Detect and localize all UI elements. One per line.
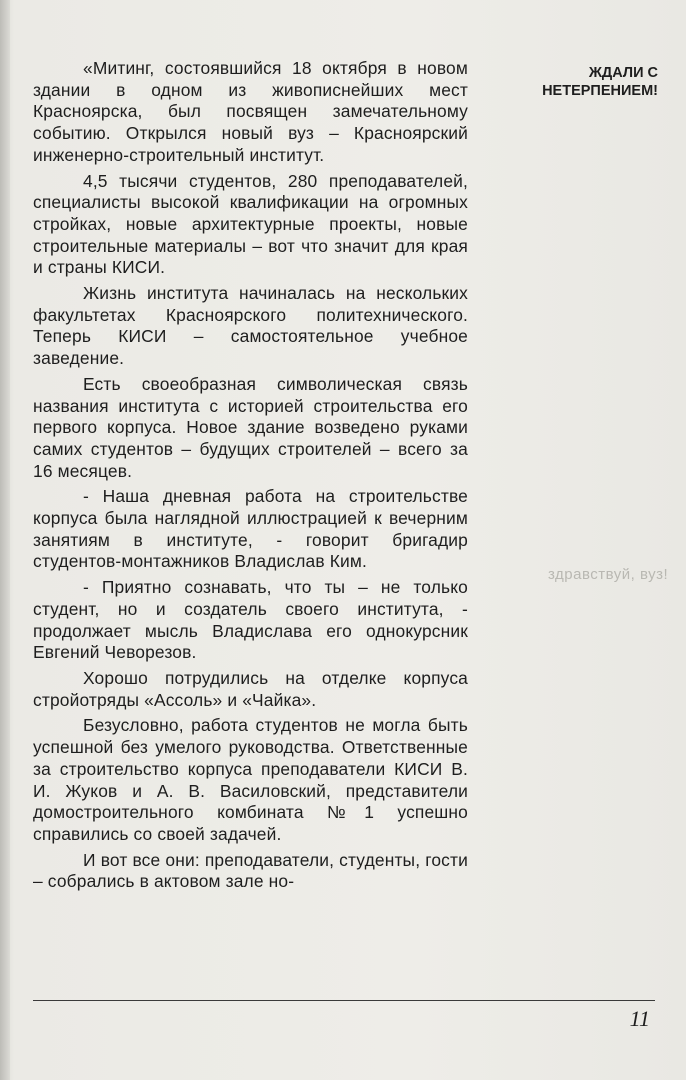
bleed-through-text: здравствуй, вуз! (548, 566, 669, 583)
paragraph: Жизнь института начиналась на нескольких факультетах Красноярского политехнического. Теперь КИСИ – самостоятельное учебное заведение. (33, 283, 468, 369)
paragraph: 4,5 тысячи студентов, 280 преподавателей, специалисты высокой квалификации на огромных стройках, новые архитектурные проекты, новые строительные материалы – вот что значит для края и страны КИСИ. (33, 170, 468, 278)
paragraph: - Приятно сознавать, что ты – не только студент, но и создатель своего института, - продолжает мысль Владислава его однокурсник Евгений Чеворезов. (33, 577, 468, 663)
margin-heading (498, 64, 658, 100)
paragraph: Хорошо потрудились на отделке корпуса стройотряды «Ассоль» и «Чайка». (33, 667, 468, 710)
paragraph: - Наша дневная работа на строительстве корпуса была наглядной иллюстрацией к вечерним занятиям в институте, - говорит бригадир студентов-монтажников Владислав Ким. (33, 486, 468, 572)
paragraph: Безусловно, работа студентов не могла быть успешной без умелого руководства. Ответственные за строительство корпуса преподаватели КИСИ В. И. Жуков и А. В. Василовский, представители домостроительного комбината №1 успешно справились со своей задачей. (33, 715, 468, 844)
page-binding-edge (0, 0, 10, 1080)
paragraph: «Митинг, состоявшийся 18 октября в новом здании в одном из живописнейших мест Красноярска, был посвящен замечательному событию. Открылся новый вуз – Красноярский инженерно-строительный институт. (33, 58, 468, 165)
body-text (33, 58, 468, 897)
paragraph: И вот все они: преподаватели, студенты, гости – собрались в актовом зале но- (33, 849, 468, 892)
page-number: 11 (629, 1006, 650, 1031)
margin-heading-line: НЕТЕРПЕНИЕМ! (542, 83, 658, 99)
margin-heading-line: ЖДАЛИ С (588, 65, 658, 81)
footer-rule (33, 1000, 655, 1001)
paragraph: Есть своеобразная символическая связь названия института с историей строительства его первого корпуса. Новое здание возведено руками самих студентов – будущих строителей – всего за 16 месяцев. (33, 373, 468, 481)
